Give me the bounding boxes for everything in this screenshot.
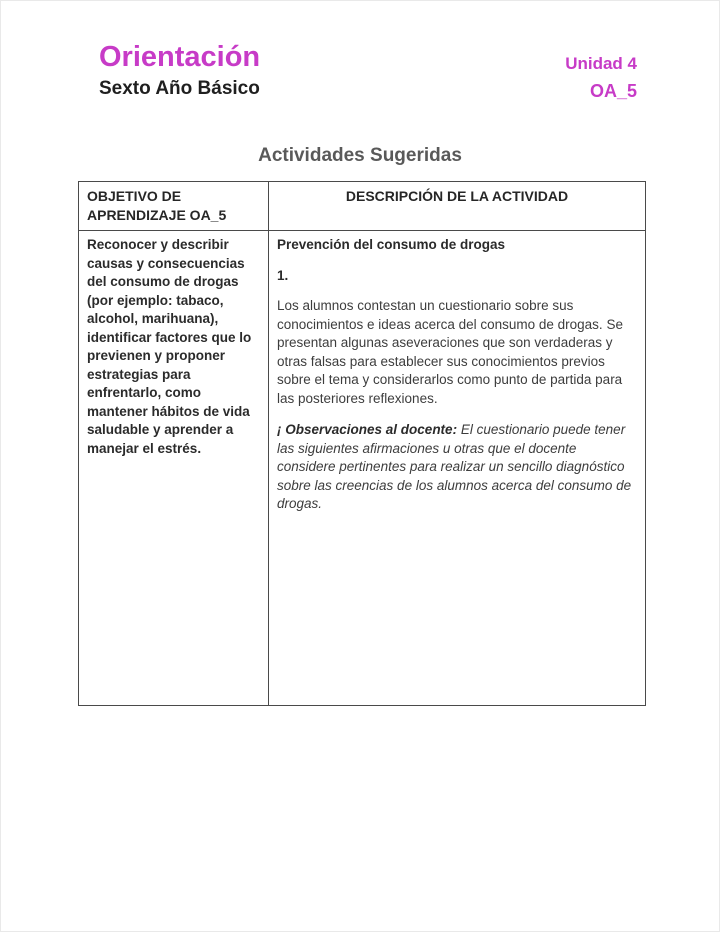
- document-header: [1, 1, 719, 101]
- teacher-note: [277, 421, 637, 514]
- objective-text: Reconocer y describir causas y consecuencias del consumo de drogas (por ejemplo: tabaco, alcohol, marihuana), identificar factores que lo previenen y proponer estrategias para enfrentarlo, como mantener hábitos de vida saludable y aprender a manejar el estrés.: [87, 237, 252, 456]
- unit-label: Unidad 4: [565, 54, 637, 73]
- teacher-note-text: El cuestionario puede tener las siguientes afirmaciones u otras que el docente considere pertinentes para realizar un sencillo diagnóstico sobre las creencias de los alumnos acerca del consumo de drogas.: [277, 422, 632, 512]
- activity-cell: [269, 231, 646, 706]
- table-header-row: [79, 182, 646, 231]
- grade-subtitle: Sexto Año Básico: [99, 77, 260, 99]
- subject-title: Orientación: [99, 41, 261, 73]
- activity-step-number: 1.: [277, 267, 289, 283]
- activity-description: Los alumnos contestan un cuestionario sobre sus conocimientos e ideas acerca del consumo de drogas. Se presentan algunas aseveraciones que son verdaderas y otras falsas para establecer sus conocimientos previos sobre el tema y considerarlos como punto de partida para las posteriores reflexiones.: [277, 298, 623, 406]
- column-header-description: DESCRIPCIÓN DE LA ACTIVIDAD: [269, 182, 646, 231]
- column-header-objective: OBJETIVO DE APRENDIZAJE OA_5: [79, 182, 269, 231]
- activity-title: Prevención del consumo de drogas: [277, 237, 506, 253]
- objective-cell: [79, 231, 269, 706]
- table-row: [79, 231, 646, 706]
- section-title: Actividades Sugeridas: [258, 145, 462, 167]
- oa-code-label: OA_5: [589, 80, 637, 101]
- activities-table: [78, 181, 646, 706]
- unit-block: [565, 55, 637, 101]
- subject-block: [99, 42, 260, 100]
- teacher-note-label: ¡ Observaciones al docente:: [277, 422, 458, 438]
